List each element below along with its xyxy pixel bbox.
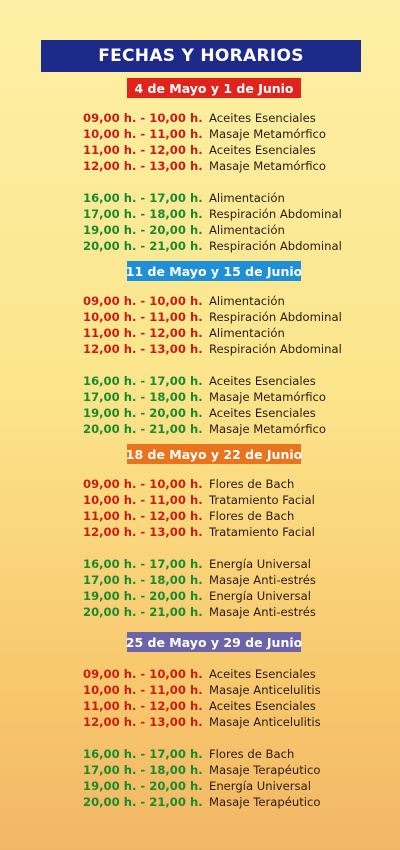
session-time: 12,00 h. - 13,00 h.	[83, 342, 203, 356]
session-row	[0, 746, 400, 762]
session-activity: Flores de Bach	[209, 509, 295, 523]
session-list	[0, 476, 400, 620]
session-activity: Masaje Terapéutico	[209, 763, 321, 777]
session-activity: Respiración Abdominal	[209, 207, 342, 221]
session-time: 20,00 h. - 21,00 h.	[83, 795, 203, 809]
session-row	[0, 325, 400, 341]
session-row	[0, 666, 400, 682]
session-time: 16,00 h. - 17,00 h.	[83, 747, 203, 761]
session-row	[0, 556, 400, 572]
session-activity: Aceites Esenciales	[209, 699, 316, 713]
session-row	[0, 373, 400, 389]
session-time: 10,00 h. - 11,00 h.	[83, 493, 203, 507]
session-time: 19,00 h. - 20,00 h.	[83, 589, 203, 603]
session-time: 16,00 h. - 17,00 h.	[83, 557, 203, 571]
session-row	[0, 238, 400, 254]
session-activity: Masaje Metamórfico	[209, 159, 327, 173]
session-activity: Masaje Anticelulitis	[209, 683, 321, 697]
date-banner: 18 de Mayo y 22 de Junio	[127, 444, 301, 464]
session-time: 11,00 h. - 12,00 h.	[83, 326, 203, 340]
session-activity: Alimentación	[209, 294, 285, 308]
session-time: 17,00 h. - 18,00 h.	[83, 390, 203, 404]
session-row	[0, 604, 400, 620]
session-list	[0, 293, 400, 437]
session-activity: Masaje Metamórfico	[209, 127, 327, 141]
session-activity: Masaje Anti-estrés	[209, 573, 316, 587]
session-row	[0, 492, 400, 508]
session-row	[0, 190, 400, 206]
spacer	[0, 730, 400, 746]
session-activity: Flores de Bach	[209, 747, 295, 761]
session-time: 12,00 h. - 13,00 h.	[83, 715, 203, 729]
session-activity: Energía Universal	[209, 779, 311, 793]
session-row	[0, 778, 400, 794]
date-banner: 11 de Mayo y 15 de Junio	[127, 261, 301, 281]
session-row	[0, 524, 400, 540]
session-list	[0, 666, 400, 810]
session-row	[0, 405, 400, 421]
session-time: 20,00 h. - 21,00 h.	[83, 239, 203, 253]
session-activity: Energía Universal	[209, 557, 311, 571]
session-activity: Masaje Metamórfico	[209, 422, 327, 436]
session-activity: Masaje Anti-estrés	[209, 605, 316, 619]
session-activity: Masaje Terapéutico	[209, 795, 321, 809]
session-time: 11,00 h. - 12,00 h.	[83, 699, 203, 713]
session-activity: Tratamiento Facial	[209, 493, 315, 507]
session-time: 20,00 h. - 21,00 h.	[83, 422, 203, 436]
session-row	[0, 206, 400, 222]
session-activity: Masaje Metamórfico	[209, 390, 327, 404]
date-banner: 25 de Mayo y 29 de Junio	[127, 632, 301, 652]
session-activity: Aceites Esenciales	[209, 111, 316, 125]
session-row	[0, 476, 400, 492]
session-row	[0, 309, 400, 325]
session-activity: Aceites Esenciales	[209, 374, 316, 388]
session-time: 09,00 h. - 10,00 h.	[83, 477, 203, 491]
session-row	[0, 110, 400, 126]
session-time: 20,00 h. - 21,00 h.	[83, 605, 203, 619]
session-row	[0, 341, 400, 357]
session-activity: Flores de Bach	[209, 477, 295, 491]
session-time: 11,00 h. - 12,00 h.	[83, 143, 203, 157]
session-row	[0, 508, 400, 524]
session-row	[0, 762, 400, 778]
session-time: 11,00 h. - 12,00 h.	[83, 509, 203, 523]
session-activity: Alimentación	[209, 326, 285, 340]
session-row	[0, 126, 400, 142]
session-time: 12,00 h. - 13,00 h.	[83, 159, 203, 173]
session-row	[0, 714, 400, 730]
spacer	[0, 357, 400, 373]
session-activity: Respiración Abdominal	[209, 239, 342, 253]
session-row	[0, 222, 400, 238]
session-row	[0, 794, 400, 810]
session-time: 09,00 h. - 10,00 h.	[83, 294, 203, 308]
session-time: 10,00 h. - 11,00 h.	[83, 310, 203, 324]
session-list	[0, 110, 400, 254]
session-time: 19,00 h. - 20,00 h.	[83, 406, 203, 420]
session-activity: Alimentación	[209, 191, 285, 205]
session-row	[0, 158, 400, 174]
session-row	[0, 572, 400, 588]
session-row	[0, 293, 400, 309]
session-activity: Respiración Abdominal	[209, 310, 342, 324]
session-row	[0, 142, 400, 158]
session-activity: Respiración Abdominal	[209, 342, 342, 356]
session-time: 16,00 h. - 17,00 h.	[83, 191, 203, 205]
session-time: 17,00 h. - 18,00 h.	[83, 573, 203, 587]
session-activity: Masaje Anticelulitis	[209, 715, 321, 729]
session-row	[0, 698, 400, 714]
session-time: 09,00 h. - 10,00 h.	[83, 111, 203, 125]
session-time: 16,00 h. - 17,00 h.	[83, 374, 203, 388]
session-row	[0, 682, 400, 698]
session-time: 19,00 h. - 20,00 h.	[83, 223, 203, 237]
session-activity: Aceites Esenciales	[209, 667, 316, 681]
session-time: 17,00 h. - 18,00 h.	[83, 207, 203, 221]
date-banner: 4 de Mayo y 1 de Junio	[127, 78, 301, 98]
session-time: 12,00 h. - 13,00 h.	[83, 525, 203, 539]
session-activity: Tratamiento Facial	[209, 525, 315, 539]
session-time: 10,00 h. - 11,00 h.	[83, 127, 203, 141]
session-activity: Alimentación	[209, 223, 285, 237]
page-title: FECHAS Y HORARIOS	[41, 40, 361, 72]
session-row	[0, 389, 400, 405]
session-activity: Aceites Esenciales	[209, 406, 316, 420]
session-time: 17,00 h. - 18,00 h.	[83, 763, 203, 777]
spacer	[0, 174, 400, 190]
session-activity: Energía Universal	[209, 589, 311, 603]
session-activity: Aceites Esenciales	[209, 143, 316, 157]
session-time: 19,00 h. - 20,00 h.	[83, 779, 203, 793]
session-row	[0, 421, 400, 437]
session-time: 10,00 h. - 11,00 h.	[83, 683, 203, 697]
session-time: 09,00 h. - 10,00 h.	[83, 667, 203, 681]
session-row	[0, 588, 400, 604]
spacer	[0, 540, 400, 556]
